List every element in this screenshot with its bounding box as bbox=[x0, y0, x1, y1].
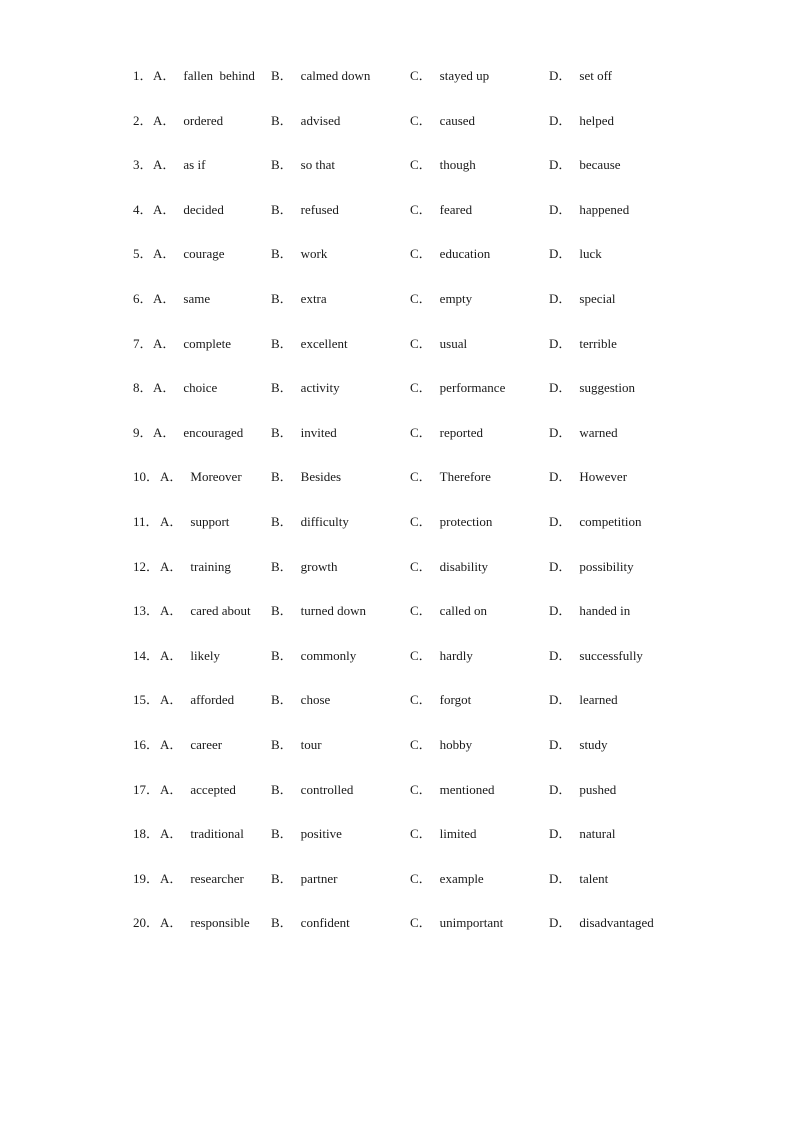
option-text: luck bbox=[579, 246, 602, 262]
option-text: Besides bbox=[300, 469, 342, 485]
option-letter: C． bbox=[410, 469, 432, 485]
option-d bbox=[549, 334, 617, 354]
option-d bbox=[549, 512, 642, 532]
option-text: disadvantaged bbox=[579, 915, 654, 931]
option-text: learned bbox=[579, 692, 618, 708]
question-row bbox=[0, 780, 794, 800]
option-letter: A． bbox=[160, 603, 183, 619]
option-letter: D． bbox=[549, 112, 572, 128]
option-d bbox=[549, 646, 643, 666]
option-text: researcher bbox=[190, 870, 244, 886]
option-text: Moreover bbox=[190, 469, 242, 485]
option-text: activity bbox=[300, 380, 340, 396]
option-a bbox=[160, 735, 222, 755]
question-row bbox=[0, 824, 794, 844]
question-row bbox=[0, 646, 794, 666]
option-a bbox=[160, 601, 251, 621]
option-letter: A． bbox=[160, 692, 183, 708]
option-d bbox=[549, 200, 629, 220]
option-c bbox=[410, 601, 487, 621]
option-b bbox=[271, 200, 339, 220]
option-text: special bbox=[579, 291, 616, 306]
option-b bbox=[271, 111, 340, 131]
option-c bbox=[410, 824, 477, 844]
option-text: forgot bbox=[439, 692, 472, 708]
question-row bbox=[0, 155, 794, 175]
option-text: choice bbox=[183, 380, 218, 396]
option-d bbox=[549, 690, 618, 710]
option-letter: C． bbox=[410, 737, 432, 752]
option-b bbox=[271, 512, 349, 532]
option-text: stayed up bbox=[439, 68, 490, 83]
option-text: calmed down bbox=[300, 68, 371, 83]
option-text: refused bbox=[300, 201, 339, 217]
option-a bbox=[160, 913, 250, 933]
option-a bbox=[160, 869, 244, 889]
option-letter: D． bbox=[549, 291, 572, 306]
option-letter: B． bbox=[271, 201, 293, 217]
option-letter: A． bbox=[160, 781, 183, 797]
option-letter: B． bbox=[271, 157, 293, 173]
option-text: encouraged bbox=[183, 424, 244, 440]
option-a bbox=[160, 646, 220, 666]
option-letter: C． bbox=[410, 781, 432, 797]
option-a bbox=[160, 824, 244, 844]
option-letter: C． bbox=[410, 603, 432, 619]
option-b bbox=[271, 155, 335, 175]
option-text: commonly bbox=[300, 647, 357, 663]
option-letter: C． bbox=[410, 201, 432, 217]
option-letter: A． bbox=[153, 201, 176, 217]
option-text: mentioned bbox=[439, 781, 495, 797]
option-text: helped bbox=[579, 112, 615, 128]
option-text: growth bbox=[300, 558, 338, 574]
option-c bbox=[410, 646, 473, 666]
option-text: handed in bbox=[579, 603, 631, 619]
option-c bbox=[410, 913, 503, 933]
question-row bbox=[0, 869, 794, 889]
question-number: 4． bbox=[133, 201, 153, 217]
option-text: extra bbox=[300, 291, 327, 306]
option-letter: D． bbox=[549, 246, 572, 262]
option-text: cared about bbox=[190, 603, 251, 619]
option-d bbox=[549, 289, 615, 309]
option-text: invited bbox=[300, 424, 337, 440]
option-text: ordered bbox=[183, 112, 224, 128]
option-letter: B． bbox=[271, 514, 293, 529]
question-row bbox=[0, 601, 794, 621]
option-text: fallen behind bbox=[183, 68, 255, 83]
option-c bbox=[410, 66, 489, 86]
option-letter: B． bbox=[271, 335, 293, 351]
option-letter: D． bbox=[549, 380, 572, 396]
question-row bbox=[0, 557, 794, 577]
option-a bbox=[160, 690, 234, 710]
option-letter: C． bbox=[410, 380, 432, 396]
option-c bbox=[410, 200, 472, 220]
question-row bbox=[0, 423, 794, 443]
option-text: education bbox=[439, 246, 491, 262]
option-letter: C． bbox=[410, 291, 432, 306]
option-text: possibility bbox=[579, 558, 634, 574]
option-a bbox=[153, 289, 210, 309]
option-letter: A． bbox=[153, 112, 176, 128]
option-d bbox=[549, 601, 630, 621]
option-b bbox=[271, 913, 350, 933]
option-c bbox=[410, 869, 484, 889]
option-letter: B． bbox=[271, 424, 293, 440]
option-d bbox=[549, 155, 621, 175]
option-c bbox=[410, 780, 495, 800]
option-letter: D． bbox=[549, 826, 572, 842]
option-c bbox=[410, 334, 467, 354]
option-letter: C． bbox=[410, 558, 432, 574]
option-text: likely bbox=[190, 647, 220, 663]
question-number: 3． bbox=[133, 157, 153, 173]
question-number: 11． bbox=[133, 514, 159, 529]
option-c bbox=[410, 423, 483, 443]
option-b bbox=[271, 557, 338, 577]
option-letter: D． bbox=[549, 737, 572, 752]
option-text: advised bbox=[300, 112, 341, 128]
option-d bbox=[549, 111, 614, 131]
option-d bbox=[549, 467, 627, 487]
option-letter: D． bbox=[549, 424, 572, 440]
option-d bbox=[549, 735, 608, 755]
question-number: 13． bbox=[133, 603, 160, 619]
option-letter: A． bbox=[153, 335, 176, 351]
option-b bbox=[271, 423, 337, 443]
option-text: same bbox=[183, 291, 211, 306]
option-text: tour bbox=[300, 737, 322, 752]
option-text: competition bbox=[579, 514, 642, 529]
option-letter: A． bbox=[153, 380, 176, 396]
option-text: usual bbox=[439, 335, 468, 351]
option-text: turned down bbox=[300, 603, 367, 619]
option-letter: B． bbox=[271, 380, 293, 396]
option-text: because bbox=[579, 157, 621, 173]
option-text: complete bbox=[183, 335, 232, 351]
option-letter: C． bbox=[410, 335, 432, 351]
option-text: successfully bbox=[579, 647, 643, 663]
option-letter: D． bbox=[549, 514, 572, 529]
option-text: pushed bbox=[579, 781, 617, 797]
question-number: 2． bbox=[133, 112, 153, 128]
question-row bbox=[0, 467, 794, 487]
option-letter: D． bbox=[549, 157, 572, 173]
option-c bbox=[410, 111, 475, 131]
option-a bbox=[160, 557, 231, 577]
option-b bbox=[271, 646, 356, 666]
option-text: warned bbox=[579, 424, 618, 440]
option-letter: A． bbox=[153, 424, 176, 440]
option-letter: D． bbox=[549, 915, 572, 931]
option-text: reported bbox=[439, 424, 483, 440]
option-text: terrible bbox=[579, 335, 617, 351]
option-text: limited bbox=[439, 826, 477, 842]
option-letter: C． bbox=[410, 915, 432, 931]
question-number: 12． bbox=[133, 558, 160, 574]
option-b bbox=[271, 690, 330, 710]
option-letter: D． bbox=[549, 647, 572, 663]
option-letter: C． bbox=[410, 514, 432, 529]
option-text: work bbox=[300, 246, 328, 262]
option-d bbox=[549, 913, 654, 933]
option-letter: C． bbox=[410, 68, 432, 83]
option-letter: C． bbox=[410, 157, 432, 173]
option-letter: B． bbox=[271, 558, 293, 574]
option-text: accepted bbox=[190, 781, 236, 797]
option-b bbox=[271, 601, 366, 621]
option-text: feared bbox=[439, 201, 473, 217]
option-a bbox=[153, 111, 223, 131]
option-text: talent bbox=[579, 870, 609, 886]
option-letter: C． bbox=[410, 692, 432, 708]
question-row bbox=[0, 690, 794, 710]
option-letter: A． bbox=[160, 514, 183, 529]
option-b bbox=[271, 780, 353, 800]
option-letter: A． bbox=[153, 157, 176, 173]
question-number: 5． bbox=[133, 246, 153, 262]
question-row bbox=[0, 289, 794, 309]
option-letter: D． bbox=[549, 68, 572, 83]
question-number: 15． bbox=[133, 692, 160, 708]
option-b bbox=[271, 289, 327, 309]
option-letter: A． bbox=[153, 291, 176, 306]
option-letter: B． bbox=[271, 68, 293, 83]
option-letter: B． bbox=[271, 737, 293, 752]
option-d bbox=[549, 423, 618, 443]
option-letter: C． bbox=[410, 870, 432, 886]
option-d bbox=[549, 66, 612, 86]
question-row bbox=[0, 200, 794, 220]
option-text: However bbox=[579, 469, 628, 485]
option-letter: D． bbox=[549, 781, 572, 797]
question-row bbox=[0, 111, 794, 131]
option-a bbox=[160, 512, 229, 532]
option-a bbox=[153, 334, 231, 354]
option-d bbox=[549, 780, 616, 800]
option-text: study bbox=[579, 737, 608, 752]
question-number: 14． bbox=[133, 647, 160, 663]
option-text: protection bbox=[439, 514, 493, 529]
option-letter: D． bbox=[549, 870, 572, 886]
option-letter: C． bbox=[410, 246, 432, 262]
option-letter: B． bbox=[271, 246, 293, 262]
option-text: disability bbox=[439, 558, 489, 574]
option-letter: A． bbox=[153, 246, 176, 262]
option-d bbox=[549, 244, 602, 264]
option-text: empty bbox=[439, 291, 473, 306]
option-c bbox=[410, 735, 472, 755]
option-letter: C． bbox=[410, 647, 432, 663]
option-text: hobby bbox=[439, 737, 473, 752]
option-text: caused bbox=[439, 112, 476, 128]
question-row bbox=[0, 66, 794, 86]
option-text: partner bbox=[300, 870, 338, 886]
option-c bbox=[410, 155, 476, 175]
option-text: positive bbox=[300, 826, 342, 842]
question-number: 16． bbox=[133, 737, 160, 752]
option-text: though bbox=[439, 157, 476, 173]
option-letter: B． bbox=[271, 692, 293, 708]
option-text: unimportant bbox=[439, 915, 504, 931]
option-letter: A． bbox=[160, 647, 183, 663]
option-a bbox=[153, 423, 243, 443]
option-text: performance bbox=[439, 380, 506, 396]
option-b bbox=[271, 467, 341, 487]
option-b bbox=[271, 244, 327, 264]
option-text: afforded bbox=[190, 692, 235, 708]
option-text: example bbox=[439, 870, 484, 886]
option-letter: D． bbox=[549, 335, 572, 351]
option-text: as if bbox=[183, 157, 206, 173]
option-letter: B． bbox=[271, 915, 293, 931]
option-text: excellent bbox=[300, 335, 348, 351]
question-number: 1． bbox=[133, 68, 153, 83]
option-c bbox=[410, 467, 491, 487]
option-text: responsible bbox=[190, 915, 250, 931]
option-letter: B． bbox=[271, 291, 293, 306]
option-text: called on bbox=[439, 603, 487, 619]
option-letter: A． bbox=[160, 469, 183, 485]
option-c bbox=[410, 378, 505, 398]
option-text: happened bbox=[579, 201, 630, 217]
option-text: support bbox=[190, 514, 230, 529]
option-letter: D． bbox=[549, 201, 572, 217]
option-letter: A． bbox=[160, 558, 183, 574]
option-a bbox=[153, 378, 217, 398]
option-a bbox=[153, 200, 224, 220]
option-letter: B． bbox=[271, 647, 293, 663]
option-a bbox=[160, 780, 236, 800]
option-text: chose bbox=[300, 692, 331, 708]
option-b bbox=[271, 869, 337, 889]
option-c bbox=[410, 512, 492, 532]
option-c bbox=[410, 557, 488, 577]
question-number: 18． bbox=[133, 826, 160, 842]
option-text: hardly bbox=[439, 647, 473, 663]
option-d bbox=[549, 869, 608, 889]
option-letter: D． bbox=[549, 603, 572, 619]
question-number: 7． bbox=[133, 335, 153, 351]
option-d bbox=[549, 378, 635, 398]
option-text: confident bbox=[300, 915, 350, 931]
option-d bbox=[549, 824, 615, 844]
option-b bbox=[271, 378, 340, 398]
option-text: traditional bbox=[190, 826, 244, 842]
option-text: set off bbox=[579, 68, 613, 83]
question-row bbox=[0, 334, 794, 354]
option-letter: C． bbox=[410, 826, 432, 842]
option-text: decided bbox=[183, 201, 224, 217]
question-row bbox=[0, 512, 794, 532]
option-c bbox=[410, 289, 472, 309]
option-letter: B． bbox=[271, 469, 293, 485]
question-number: 9． bbox=[133, 424, 153, 440]
question-number: 20． bbox=[133, 915, 160, 931]
option-letter: C． bbox=[410, 112, 432, 128]
option-b bbox=[271, 824, 342, 844]
question-row bbox=[0, 735, 794, 755]
option-a bbox=[160, 467, 242, 487]
option-d bbox=[549, 557, 634, 577]
option-letter: B． bbox=[271, 112, 293, 128]
option-c bbox=[410, 690, 471, 710]
option-text: natural bbox=[579, 826, 616, 842]
option-letter: D． bbox=[549, 558, 572, 574]
option-text: difficulty bbox=[300, 514, 349, 529]
question-number: 10． bbox=[133, 469, 160, 485]
option-text: suggestion bbox=[579, 380, 636, 396]
option-letter: A． bbox=[160, 737, 183, 752]
option-letter: A． bbox=[160, 870, 183, 886]
option-letter: B． bbox=[271, 603, 293, 619]
option-a bbox=[153, 155, 205, 175]
option-letter: B． bbox=[271, 826, 293, 842]
option-text: Therefore bbox=[439, 469, 491, 485]
question-row bbox=[0, 378, 794, 398]
option-letter: B． bbox=[271, 781, 293, 797]
option-letter: B． bbox=[271, 870, 293, 886]
question-row bbox=[0, 244, 794, 264]
option-c bbox=[410, 244, 490, 264]
option-a bbox=[153, 244, 225, 264]
option-text: controlled bbox=[300, 781, 354, 797]
option-a bbox=[153, 66, 255, 86]
option-b bbox=[271, 735, 322, 755]
option-b bbox=[271, 334, 348, 354]
option-letter: A． bbox=[160, 826, 183, 842]
question-number: 8． bbox=[133, 380, 153, 396]
option-letter: C． bbox=[410, 424, 432, 440]
option-letter: D． bbox=[549, 692, 572, 708]
question-row bbox=[0, 913, 794, 933]
option-text: courage bbox=[183, 246, 225, 262]
question-number: 19． bbox=[133, 870, 160, 886]
option-b bbox=[271, 66, 370, 86]
option-letter: A． bbox=[153, 68, 176, 83]
option-letter: A． bbox=[160, 915, 183, 931]
question-number: 17． bbox=[133, 781, 160, 797]
question-number: 6． bbox=[133, 291, 153, 306]
option-text: career bbox=[190, 737, 223, 752]
option-letter: D． bbox=[549, 469, 572, 485]
option-text: so that bbox=[300, 157, 335, 173]
option-text: training bbox=[190, 558, 231, 574]
